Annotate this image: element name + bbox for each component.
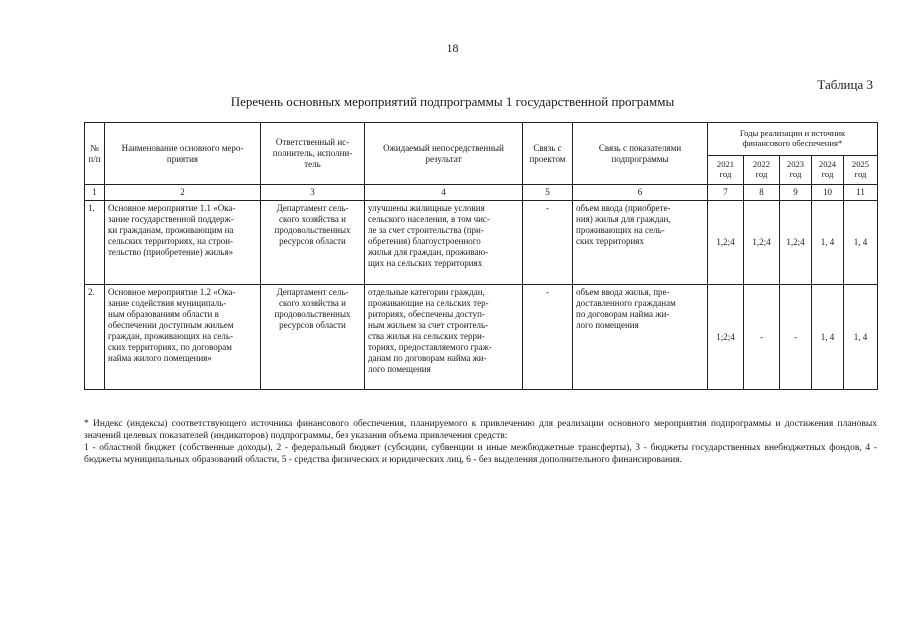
activities-table	[84, 122, 878, 390]
row-year-2025-source: 1, 4	[844, 285, 878, 390]
footnote	[84, 418, 877, 467]
column-number: 11	[844, 185, 878, 201]
header-year-2024: 2024 год	[812, 156, 844, 185]
row-responsible: Департамент сель- ского хозяйства и продовольственных ресурсов области	[261, 201, 365, 285]
header-project-link: Связь с проектом	[523, 123, 573, 185]
column-number: 5	[523, 185, 573, 201]
row-activity-name: Основное мероприятие 1.1 «Ока- зание государственной поддерж- ки гражданам, проживающим на сельских территориях, на строи- тельство (приобретение) жилья»	[105, 201, 261, 285]
column-number: 6	[573, 185, 708, 201]
column-number: 3	[261, 185, 365, 201]
column-number: 8	[744, 185, 780, 201]
header-row	[85, 123, 878, 156]
header-result: Ожидаемый непосредственный результат	[365, 123, 523, 185]
header-responsible: Ответственный ис- полнитель, исполни- тель	[261, 123, 365, 185]
header-indicator-link: Связь с показателями подпрограммы	[573, 123, 708, 185]
header-year-2025: 2025 год	[844, 156, 878, 185]
row-indicator-link: объем ввода (приобрете- ния) жилья для граждан, проживающих на сель- ских территориях	[573, 201, 708, 285]
table-label: Таблица 3	[817, 77, 873, 92]
row-year-2021-source: 1;2;4	[708, 285, 744, 390]
row-num: 2.	[85, 285, 105, 390]
header-year-2023: 2023 год	[780, 156, 812, 185]
row-year-2024-source: 1, 4	[812, 201, 844, 285]
page-number: 18	[446, 41, 459, 55]
row-year-2023-source: -	[780, 285, 812, 390]
row-responsible: Департамент сель- ского хозяйства и продовольственных ресурсов области	[261, 285, 365, 390]
row-project-link: -	[523, 201, 573, 285]
column-number-row	[85, 185, 878, 201]
document-title: Перечень основных мероприятий подпрограммы 1 государственной программы	[230, 94, 675, 109]
footnote-intro: * Индекс (индексы) соответствующего источника финансового обеспечения, планируемого к привлечению для реализации основного мероприятия подпрограммы и достижения плановых значений целевых показателей (индикаторов) подпрограммы, без указания объема привлечения средств:	[84, 419, 877, 442]
row-year-2024-source: 1, 4	[812, 285, 844, 390]
row-num: 1.	[85, 201, 105, 285]
header-num: № п/п	[85, 123, 105, 185]
row-year-2022-source: -	[744, 285, 780, 390]
header-years-group: Годы реализации и источник финансового обеспечения*	[708, 123, 878, 156]
row-year-2025-source: 1, 4	[844, 201, 878, 285]
row-indicator-link: объем ввода жилья, пре- доставленного гражданам по договорам найма жи- лого помещения	[573, 285, 708, 390]
row-activity-name: Основное мероприятие 1.2 «Ока- зание содействия муниципаль- ным образованиям области в обеспечении доступным жильем граждан, проживающих на сель- ских территориях, по договорам найма жилого помещения»	[105, 285, 261, 390]
column-number: 4	[365, 185, 523, 201]
row-project-link: -	[523, 285, 573, 390]
table-row	[85, 285, 878, 390]
header-year-2022: 2022 год	[744, 156, 780, 185]
column-number: 2	[105, 185, 261, 201]
row-expected-result: отдельные категории граждан, проживающие на сельских тер- риториях, обеспечены доступ- ным жильем за счет строитель- ства жилья на сельских терри- ториях, предоставляемого граж- данам по договорам найма жи- лого помещения	[365, 285, 523, 390]
row-year-2022-source: 1,2;4	[744, 201, 780, 285]
header-year-2021: 2021 год	[708, 156, 744, 185]
row-expected-result: улучшены жилищные условия сельского населения, в том чис- ле за счет строительства (при- обретения) благоустроенного жилья для граждан, проживаю- щих на сельских территориях	[365, 201, 523, 285]
header-name: Наименование основного меро- приятия	[105, 123, 261, 185]
column-number: 1	[85, 185, 105, 201]
column-number: 9	[780, 185, 812, 201]
row-year-2021-source: 1,2;4	[708, 201, 744, 285]
footnote-sources-legend: 1 - областной бюджет (собственные доходы), 2 - федеральный бюджет (субсидии, субвенции и иные межбюджетные трансферты), 3 - бюджеты государственных внебюджетных фондов, 4 - бюджеты муниципальных образований области, 5 - средства физических и юридических лиц, 6 - без выделения дополнительного финансирования.	[84, 443, 877, 466]
column-number: 10	[812, 185, 844, 201]
column-number: 7	[708, 185, 744, 201]
row-year-2023-source: 1,2;4	[780, 201, 812, 285]
table-row	[85, 201, 878, 285]
